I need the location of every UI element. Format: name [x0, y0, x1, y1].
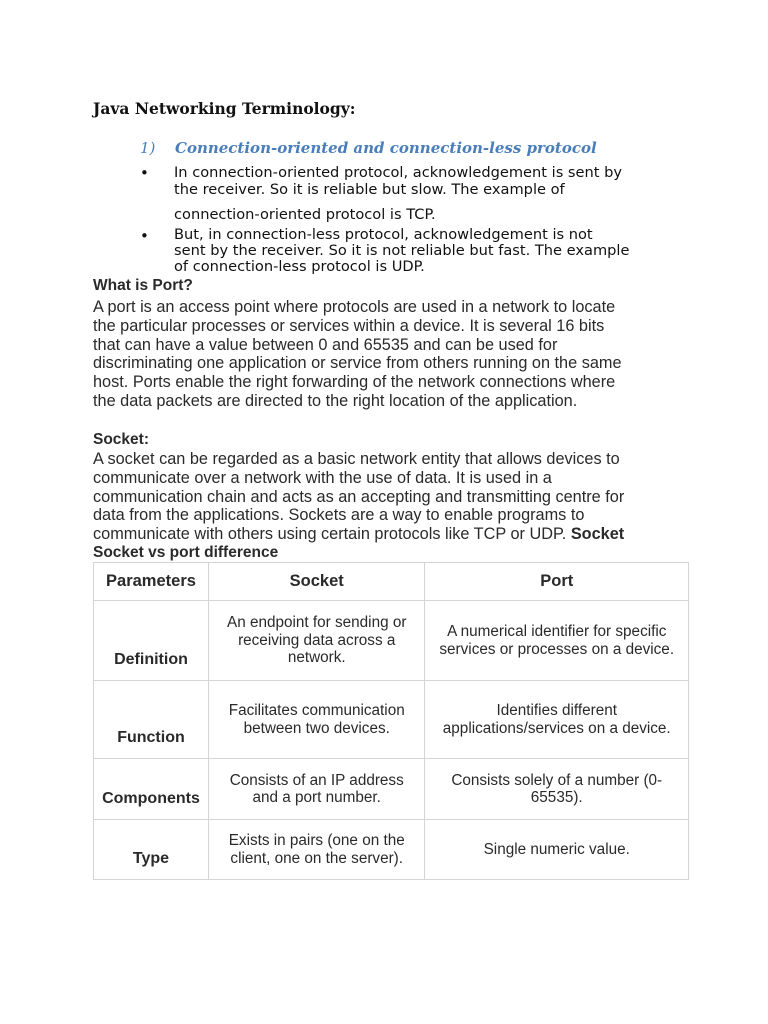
socket-cell: An endpoint for sending or receiving data across a network. [208, 601, 425, 681]
port-paragraph [93, 298, 683, 411]
port-cell: Consists solely of a number (0-65535). [425, 759, 689, 820]
paragraph-line: communicate over a network with the use of data. It is used in a [93, 468, 552, 487]
param-cell: Definition [94, 601, 209, 681]
comparison-table [93, 562, 689, 880]
table-row [94, 681, 689, 759]
socket-cell: Facilitates communication between two devices. [208, 681, 425, 759]
socket-heading: Socket: [93, 431, 149, 448]
bullet-marker: • [140, 164, 149, 182]
table-header-row [94, 563, 689, 601]
bullet-line: the receiver. So it is reliable but slow. The example of [174, 181, 565, 198]
paragraph-line: communication chain and acts as an accepting and transmitting centre for [93, 487, 625, 506]
paragraph-line [93, 525, 683, 544]
param-cell: Function [94, 681, 209, 759]
section-heading-text: Connection-oriented and connection-less protocol [175, 139, 597, 157]
socket-cell: Consists of an IP address and a port number. [208, 759, 425, 820]
paragraph-line: the data packets are directed to the right location of the application. [93, 391, 578, 410]
comparison-heading: Socket vs port difference [93, 544, 279, 561]
paragraph-line: A socket can be regarded as a basic network entity that allows devices to [93, 450, 620, 468]
paragraph-line: A port is an access point where protocols are used in a network to locate [93, 298, 616, 316]
port-cell: A numerical identifier for specific services or processes on a device. [425, 601, 689, 681]
paragraph-line: discriminating one application or service from others running on the same [93, 354, 622, 373]
paragraph-line: data from the applications. Sockets are a way to enable programs to [93, 506, 585, 525]
bullet-line: In connection-oriented protocol, acknowledgement is sent by [174, 164, 623, 181]
bullet-marker: • [140, 227, 149, 245]
document-title: Java Networking Terminology: [93, 99, 356, 118]
socket-cell: Exists in pairs (one on the client, one on the server). [208, 820, 425, 880]
section-heading-protocols [140, 139, 597, 157]
section-number: 1) [140, 139, 156, 157]
header-port: Port [425, 563, 689, 601]
paragraph-line: the particular processes or services within a device. It is several 16 bits [93, 316, 605, 335]
bullet-line: sent by the receiver. So it is not reliable but fast. The example [174, 242, 630, 259]
bullet-line: But, in connection-less protocol, acknowledgement is not [174, 226, 593, 243]
param-cell: Type [94, 820, 209, 880]
param-cell: Components [94, 759, 209, 820]
port-heading: What is Port? [93, 277, 193, 294]
bullet-line: of connection-less protocol is UDP. [174, 258, 425, 275]
header-socket: Socket [208, 563, 425, 601]
header-parameters: Parameters [94, 563, 209, 601]
trailing-bold-word: Socket [570, 525, 625, 544]
paragraph-line: host. Ports enable the right forwarding of the network connections where [93, 373, 616, 392]
port-cell: Identifies different applications/services on a device. [425, 681, 689, 759]
table-row [94, 820, 689, 880]
paragraph-line: that can have a value between 0 and 65535 and can be used for [93, 335, 558, 354]
bullet-line: connection-oriented protocol is TCP. [174, 206, 436, 223]
socket-paragraph [93, 450, 683, 544]
table-row [94, 759, 689, 820]
paragraph-line-text: communicate with others using certain protocols like TCP or UDP. [93, 525, 567, 544]
port-cell: Single numeric value. [425, 820, 689, 880]
table-row [94, 601, 689, 681]
